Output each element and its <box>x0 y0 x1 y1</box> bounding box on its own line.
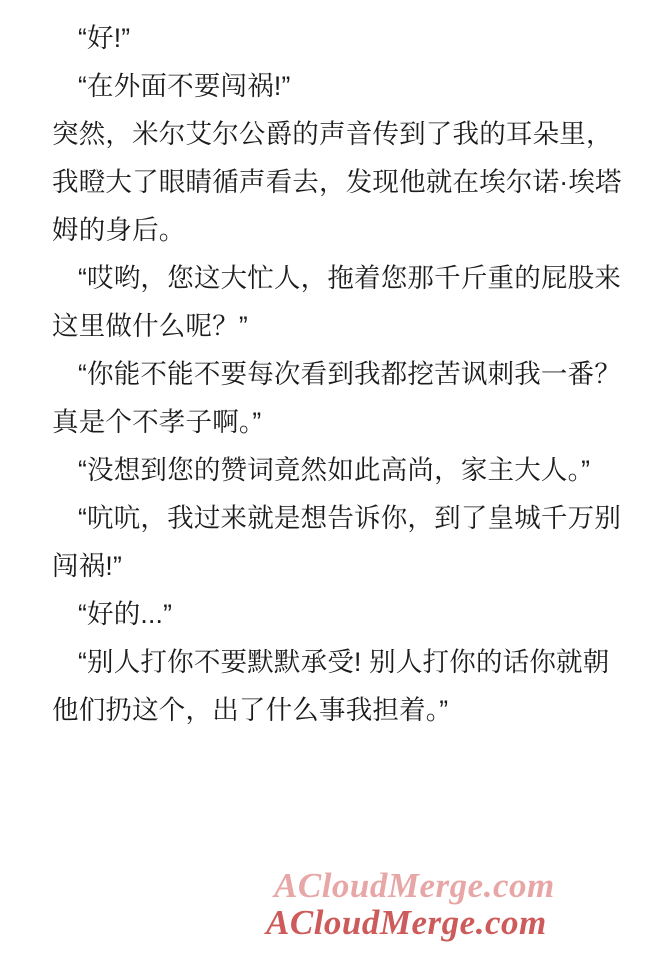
paragraph: “好!” <box>78 23 131 53</box>
paragraph: 突然，米尔艾尔公爵的声音传到了我的耳朵里，我瞪大了眼睛循声看去，发现他就在埃尔诺·埃塔姆的身后。 <box>52 119 622 245</box>
paragraph: “别人打你不要默默承受! 别人打你的话你就朝他们扔这个，出了什么事我担着。” <box>52 647 610 725</box>
watermark-top: ACloudMerge.com <box>274 866 555 905</box>
paragraph: “吭吭，我过来就是想告诉你，到了皇城千万别闯祸!” <box>52 503 622 581</box>
paragraph: “在外面不要闯祸!” <box>78 71 291 101</box>
watermark-bottom: ACloudMerge.com <box>266 903 547 942</box>
paragraph: “没想到您的赞词竟然如此高尚，家主大人。” <box>78 455 591 485</box>
paragraph: “哎哟，您这大忙人，拖着您那千斤重的屁股来这里做什么呢？” <box>52 263 622 341</box>
story-text-block <box>52 14 622 734</box>
paragraph: “你能不能不要每次看到我都挖苦讽刺我一番？真是个不孝子啊。” <box>52 359 622 437</box>
paragraph: “好的...” <box>78 599 173 629</box>
